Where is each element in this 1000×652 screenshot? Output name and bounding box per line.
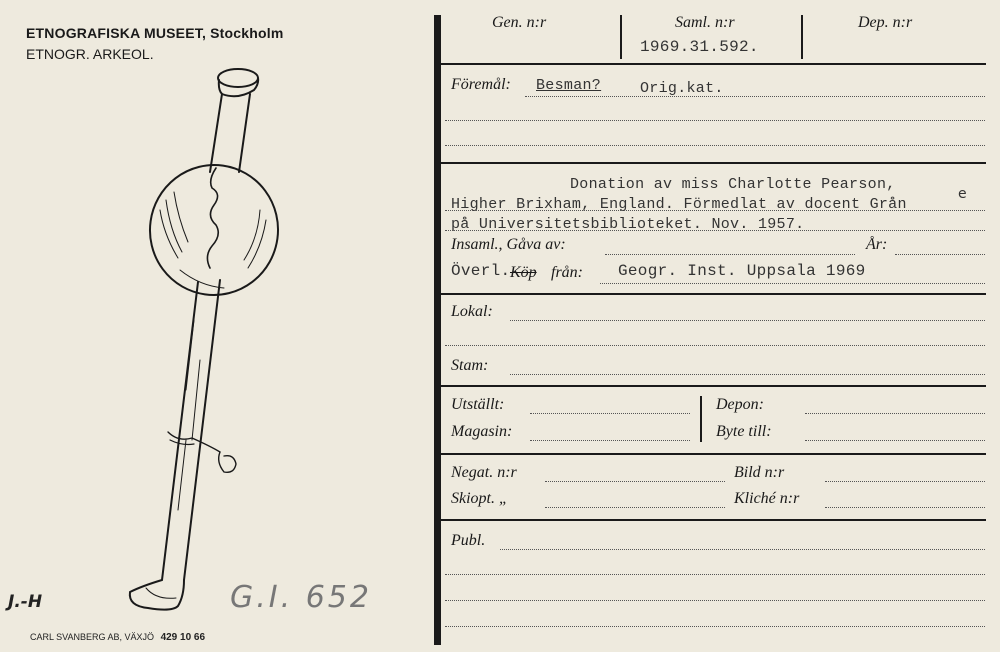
dotline-blank-1 bbox=[445, 120, 985, 121]
dotline-transfer bbox=[600, 283, 985, 284]
dep-number-label: Dep. n:r bbox=[858, 14, 913, 31]
handwritten-correction: e bbox=[958, 186, 967, 202]
dotline-stam bbox=[510, 374, 985, 375]
rule-4 bbox=[441, 385, 986, 387]
publ-label: Publ. bbox=[451, 532, 486, 549]
transfer-prefix: Överl. bbox=[451, 262, 511, 280]
dotline-year bbox=[895, 254, 985, 255]
divider-gen-saml bbox=[620, 15, 622, 59]
depon-label: Depon: bbox=[716, 396, 764, 413]
dotline-byte bbox=[805, 440, 985, 441]
dotline-publ-2 bbox=[445, 574, 985, 575]
form-left-border bbox=[434, 15, 441, 645]
rule-6 bbox=[441, 519, 986, 521]
dotline-publ-3 bbox=[445, 600, 985, 601]
dotline-depon bbox=[805, 413, 985, 414]
donation-line-3: på Universitetsbiblioteket. Nov. 1957. bbox=[451, 216, 805, 233]
dotline-blank-2 bbox=[445, 145, 985, 146]
transfer-label: från: bbox=[551, 264, 583, 281]
printer-info bbox=[30, 632, 205, 643]
collected-label: Insaml., Gåva av: bbox=[451, 236, 566, 253]
magasin-label: Magasin: bbox=[451, 423, 513, 440]
handwritten-catalog-number: G.I. 652 bbox=[230, 580, 372, 615]
dotline-utstallt bbox=[530, 413, 690, 414]
divider-saml-dep bbox=[801, 15, 803, 59]
bild-label: Bild n:r bbox=[734, 464, 785, 481]
saml-number-label: Saml. n:r bbox=[675, 14, 735, 31]
dotline-lokal bbox=[510, 320, 985, 321]
dotline-object bbox=[525, 96, 985, 97]
dotline-donation-1 bbox=[445, 210, 985, 211]
printer-code: 429 10 66 bbox=[160, 632, 206, 643]
dotline-publ-4 bbox=[445, 626, 985, 627]
dotline-magasin bbox=[530, 440, 690, 441]
object-label: Föremål: bbox=[451, 76, 511, 93]
lokal-label: Lokal: bbox=[451, 303, 493, 320]
dotline-skiopt bbox=[545, 507, 725, 508]
stam-label: Stam: bbox=[451, 357, 489, 374]
object-note: Orig.kat. bbox=[640, 80, 724, 97]
dotline-negat bbox=[545, 481, 725, 482]
year-label: År: bbox=[866, 236, 888, 253]
rule-1 bbox=[441, 63, 986, 65]
donation-line-2: Higher Brixham, England. Förmedlat av docent Grån bbox=[451, 196, 907, 213]
divider-storage bbox=[700, 396, 702, 442]
object-illustration bbox=[120, 60, 300, 620]
rule-3 bbox=[441, 293, 986, 295]
donation-line-1: Donation av miss Charlotte Pearson, bbox=[570, 176, 896, 193]
museum-title: ETNOGRAFISKA MUSEET, Stockholm bbox=[26, 25, 284, 41]
department-label: ETNOGR. ARKEOL. bbox=[26, 46, 154, 62]
saml-number-value: 1969.31.592. bbox=[640, 38, 759, 56]
utstallt-label: Utställt: bbox=[451, 396, 505, 413]
printer-name: CARL SVANBERG AB, VÄXJÖ bbox=[30, 632, 155, 642]
negat-label: Negat. n:r bbox=[451, 464, 517, 481]
dotline-lokal-2 bbox=[445, 345, 985, 346]
gen-number-label: Gen. n:r bbox=[492, 14, 547, 31]
handwritten-initials: J.-H bbox=[8, 592, 43, 612]
rule-2 bbox=[441, 162, 986, 164]
transfer-struck-word: Köp bbox=[510, 264, 537, 281]
dotline-kliche bbox=[825, 507, 985, 508]
rule-5 bbox=[441, 453, 986, 455]
dotline-collected bbox=[605, 254, 855, 255]
dotline-publ bbox=[500, 549, 985, 550]
dotline-donation-2 bbox=[445, 230, 985, 231]
skiopt-label: Skiopt. „ bbox=[451, 490, 508, 507]
object-name: Besman? bbox=[536, 77, 602, 94]
byte-label: Byte till: bbox=[716, 423, 772, 440]
dotline-bild bbox=[825, 481, 985, 482]
kliche-label: Kliché n:r bbox=[734, 490, 800, 507]
transfer-value: Geogr. Inst. Uppsala 1969 bbox=[618, 262, 866, 280]
